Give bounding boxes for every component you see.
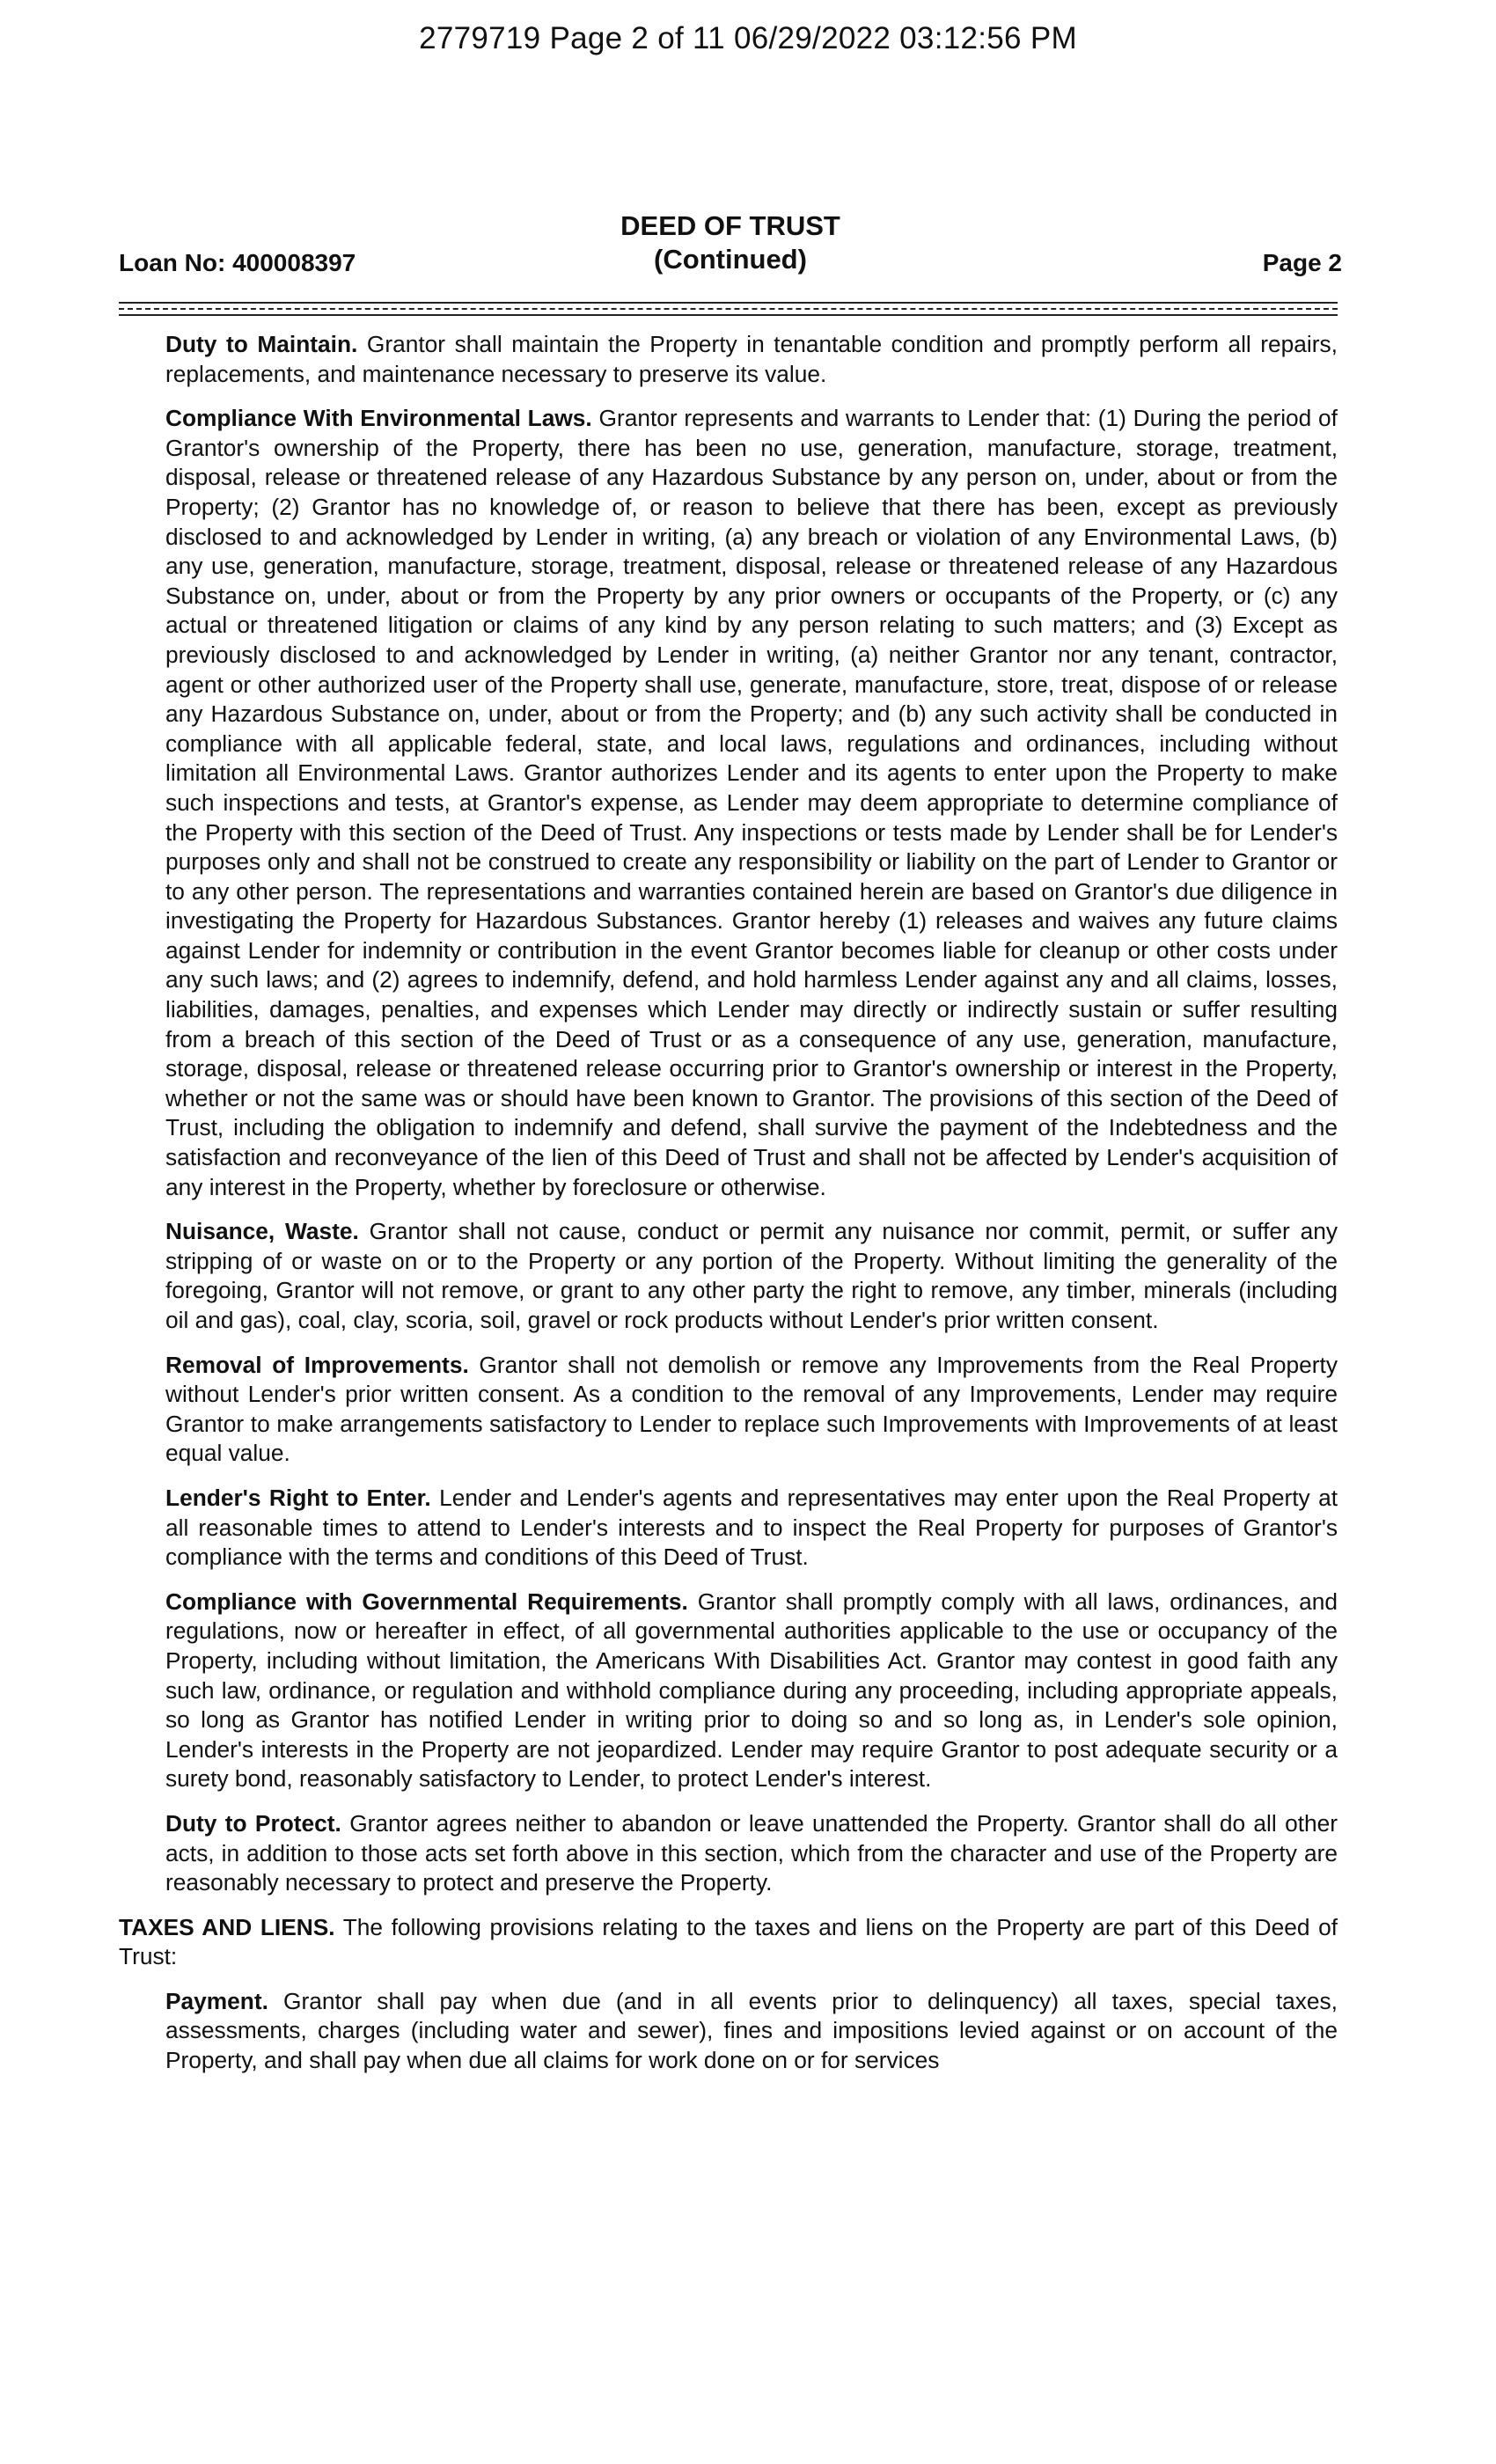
section-heading: Payment. — [165, 1987, 268, 2014]
section-heading: Lender's Right to Enter. — [165, 1484, 431, 1511]
header-divider-dashed — [119, 308, 1338, 310]
section-heading: Compliance With Environmental Laws. — [165, 405, 592, 432]
section-heading: Nuisance, Waste. — [165, 1218, 359, 1245]
section-duty-to-maintain — [119, 330, 1338, 389]
header-divider-lower — [119, 314, 1338, 316]
loan-number: Loan No: 400008397 — [119, 249, 356, 276]
section-removal-of-improvements — [119, 1351, 1338, 1469]
document-title-block — [119, 209, 1342, 276]
section-heading: Removal of Improvements. — [165, 1351, 469, 1378]
document-subtitle: (Continued) — [654, 244, 807, 275]
section-duty-to-protect — [119, 1809, 1338, 1898]
document-header — [119, 209, 1342, 306]
header-divider — [119, 302, 1338, 304]
section-nuisance-waste — [119, 1217, 1338, 1335]
recording-stamp: 2779719 Page 2 of 11 06/29/2022 03:12:56 PM — [419, 21, 1077, 55]
section-taxes-and-liens — [119, 1913, 1338, 1972]
section-heading: TAXES AND LIENS. — [119, 1913, 335, 1940]
section-text: Grantor shall not cause, conduct or permit any nuisance nor commit, permit, or suffer any stripping of or waste on or to the Property or any portion of the Property. Without limiting the generality of the foregoing, Grantor will not remove, or grant to any other party the right to remove, any timber, minerals (including oil and gas), coal, clay, scoria, soil, gravel or rock products without Lender's prior written consent. — [165, 1218, 1338, 1333]
section-text: Grantor shall promptly comply with all laws, ordinances, and regulations, now or hereafter in effect, of all governmental authorities applicable to the use or occupancy of the Property, including without limitation, the Americans With Disabilities Act. Grantor may contest in good faith any such law, ordinance, or regulation and withhold compliance during any proceeding, including appropriate appeals, so long as Grantor has notified Lender in writing prior to doing so and so long as, in Lender's sole opinion, Lender's interests in the Property are not jeopardized. Lender may require Grantor to post adequate security or a surety bond, reasonably satisfactory to Lender, to protect Lender's interest. — [165, 1588, 1338, 1793]
section-text: Grantor agrees neither to abandon or leave unattended the Property. Grantor shall do all other acts, in addition to those acts set forth above in this section, which from the character and use of the Property are reasonably necessary to protect and preserve the Property. — [165, 1809, 1338, 1896]
section-text: Lender and Lender's agents and representatives may enter upon the Real Property at all reasonable times to attend to Lender's interests and to inspect the Real Property for purposes of Grantor's compliance with the terms and conditions of this Deed of Trust. — [165, 1484, 1338, 1571]
section-text: Grantor represents and warrants to Lender that: (1) During the period of Grantor's ownership of the Property, there has been no use, generation, manufacture, storage, treatment, disposal, release or threatened release of any Hazardous Substance by any person on, under, about or from the Property; (2) Grantor has no knowledge of, or reason to believe that there has been, except as previously disclosed to and acknowledged by Lender in writing, (a) any breach or violation of any Environmental Laws, (b) any use, generation, manufacture, storage, treatment, disposal, release or threatened release of any Hazardous Substance on, under, about or from the Property by any prior owners or occupants of the Property, or (c) any actual or threatened litigation or claims of any kind by any person relating to such matters; and (3) Except as previously disclosed to and acknowledged by Lender in writing, (a) neither Grantor nor any tenant, contractor, agent or other authorized user of the Property shall use, generate, manufacture, store, treat, dispose of or release any Hazardous Substance on, under, about or from the Property; and (b) any such activity shall be conducted in compliance with all applicable federal, state, and local laws, regulations and ordinances, including without limitation all Environmental Laws. Grantor authorizes Lender and its agents to enter upon the Property to make such inspections and tests, at Grantor's expense, as Lender may deem appropriate to determine compliance of the Property with this section of the Deed of Trust. Any inspections or tests made by Lender shall be for Lender's purposes only and shall not be construed to create any responsibility or liability on the part of Lender to Grantor or to any other person. The representations and warranties contained herein are based on Grantor's due diligence in investigating the Property for Hazardous Substances. Grantor hereby (1) releases and waives any future claims against Lender for indemnity or contribution in the event Grantor becomes liable for cleanup or other costs under any such laws; and (2) agrees to indemnify, defend, and hold harmless Lender against any and all claims, losses, liabilities, damages, penalties, and expenses which Lender may directly or indirectly sustain or suffer resulting from a breach of this section of the Deed of Trust or as a consequence of any use, generation, manufacture, storage, disposal, release or threatened release occurring prior to Grantor's ownership or interest in the Property, whether or not the same was or should have been known to Grantor. The provisions of this section of the Deed of Trust, including the obligation to indemnify and defend, shall survive the payment of the Indebtedness and the satisfaction and reconveyance of the lien of this Deed of Trust and shall not be affected by Lender's acquisition of any interest in the Property, whether by foreclosure or otherwise. — [165, 405, 1338, 1200]
document-body — [119, 330, 1338, 2091]
section-heading: Compliance with Governmental Requirements. — [165, 1588, 688, 1615]
document-title: DEED OF TRUST — [620, 210, 840, 241]
section-payment — [119, 1987, 1338, 2076]
page-number: Page 2 — [1262, 249, 1342, 276]
section-heading: Duty to Maintain. — [165, 331, 358, 357]
section-text: Grantor shall not demolish or remove any Improvements from the Real Property without Lender's prior written consent. As a condition to the removal of any Improvements, Lender may require Grantor to make arrangements satisfactory to Lender to replace such Improvements with Improvements of at least equal value. — [165, 1351, 1338, 1467]
section-text: Grantor shall pay when due (and in all events prior to delinquency) all taxes, special taxes, assessments, charges (including water and sewer), fines and impositions levied against or on account of the Property, and shall pay when due all claims for work done on or for services — [165, 1987, 1338, 2074]
section-text: Grantor shall maintain the Property in tenantable condition and promptly perform all repairs, replacements, and maintenance necessary to preserve its value. — [165, 331, 1338, 387]
section-heading: Duty to Protect. — [165, 1809, 341, 1837]
section-text: The following provisions relating to the taxes and liens on the Property are part of this Deed of Trust: — [119, 1913, 1338, 1970]
section-right-to-enter — [119, 1484, 1338, 1573]
section-governmental-requirements — [119, 1588, 1338, 1794]
section-environmental-laws — [119, 404, 1338, 1202]
